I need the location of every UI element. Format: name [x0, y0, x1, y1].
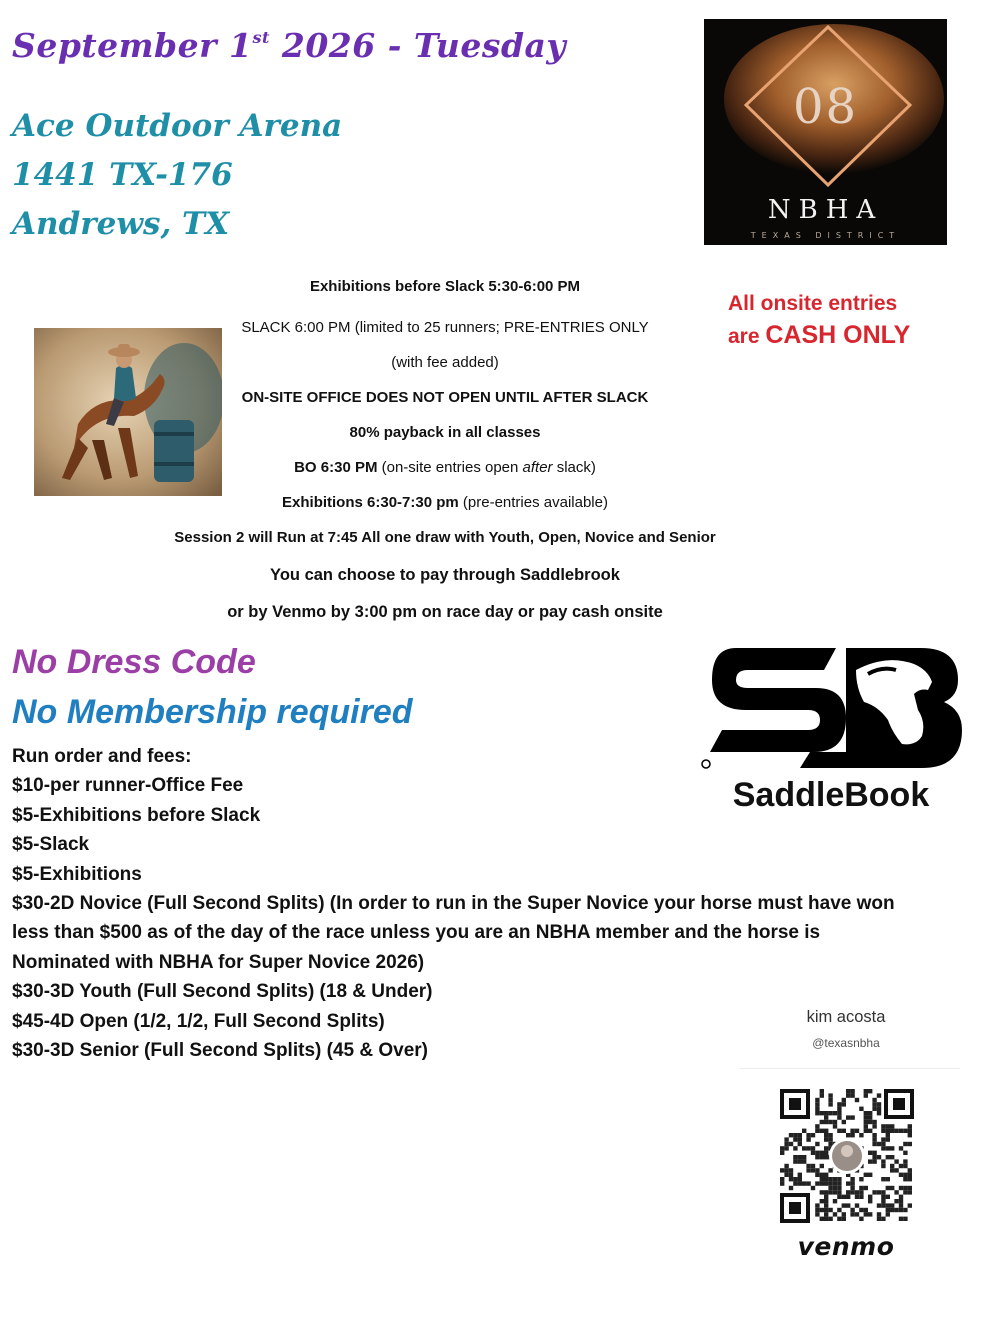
fee-line: $5-Exhibitions [12, 863, 142, 885]
fee-line: $30-2D Novice (Full Second Splits) (In order to run in the Super Novice your horse must have won [12, 893, 895, 915]
venmo-qr-icon[interactable] [780, 1089, 914, 1223]
venue-city: Andrews, TX [12, 206, 230, 242]
exhibitions-info [0, 494, 890, 511]
exhibitions-note: (pre-entries available) [458, 494, 608, 511]
date-main: September 1 [12, 26, 253, 65]
venue-name: Ace Outdoor Arena [12, 108, 343, 144]
payback-info: 80% payback in all classes [349, 424, 541, 441]
cash-line1: All onsite entries [728, 292, 898, 315]
nbha-number: 08 [792, 79, 859, 135]
office-notice: ON-SITE OFFICE DOES NOT OPEN UNTIL AFTER SLACK [241, 389, 649, 406]
venmo-name: kim acosta [806, 1008, 886, 1026]
nbha-subtitle: TEXAS DISTRICT [750, 231, 901, 240]
fees-heading: Run order and fees: [12, 746, 192, 767]
session2-info: Session 2 will Run at 7:45 All one draw with Youth, Open, Novice and Senior [174, 529, 716, 546]
cash-line2-prefix: are [728, 325, 766, 348]
bo-time: BO 6:30 PM [294, 459, 378, 476]
event-date [12, 26, 566, 65]
fee-line: Nominated with NBHA for Super Novice 2026) [12, 951, 425, 973]
date-suffix: st [252, 28, 270, 47]
venue-address [12, 102, 342, 249]
fee-line: $30-3D Senior (Full Second Splits) (45 & Over) [12, 1040, 428, 1062]
bo-note-em: after [522, 459, 553, 476]
payment-line2: or by Venmo by 3:00 pm on race day or pay cash onsite [227, 603, 663, 621]
fee-line: $45-4D Open (1/2, 1/2, Full Second Splits) [12, 1010, 385, 1032]
dress-code: No Dress Code [12, 643, 256, 681]
fee-line: $5-Slack [12, 834, 90, 856]
venue-street: 1441 TX-176 [12, 157, 233, 193]
membership-notice: No Membership required [12, 693, 413, 731]
fee-line: $30-3D Youth (Full Second Splits) (18 & Under) [12, 981, 433, 1003]
exhibitions-before-slack: Exhibitions before Slack 5:30-6:00 PM [309, 278, 581, 295]
bo-note-a: (on-site entries open [377, 459, 523, 476]
nbha-name: NBHA [767, 195, 884, 225]
bo-info [0, 459, 890, 476]
payment-line1: You can choose to pay through Saddlebrook [270, 566, 620, 584]
venmo-handle: @texasnbha [812, 1036, 880, 1050]
venmo-divider [740, 1068, 960, 1069]
slack-info-cont: (with fee added) [391, 354, 499, 371]
venmo-logo: venmo [797, 1232, 895, 1261]
bo-note-b: slack) [552, 459, 596, 476]
exhibitions-time: Exhibitions 6:30-7:30 pm [282, 494, 459, 511]
date-rest: 2026 - Tuesday [269, 26, 567, 65]
cash-only-emphasis: CASH ONLY [765, 321, 911, 349]
fee-line: $10-per runner-Office Fee [12, 775, 244, 797]
saddlebook-wordmark: SaddleBook [732, 776, 930, 814]
nbha-logo-icon [704, 19, 947, 245]
fee-line: $5-Exhibitions before Slack [12, 804, 261, 826]
slack-info: SLACK 6:00 PM (limited to 25 runners; PRE-ENTRIES ONLY [241, 319, 649, 336]
fee-line: less than $500 as of the day of the race unless you are an NBHA member and the horse is [12, 922, 821, 944]
